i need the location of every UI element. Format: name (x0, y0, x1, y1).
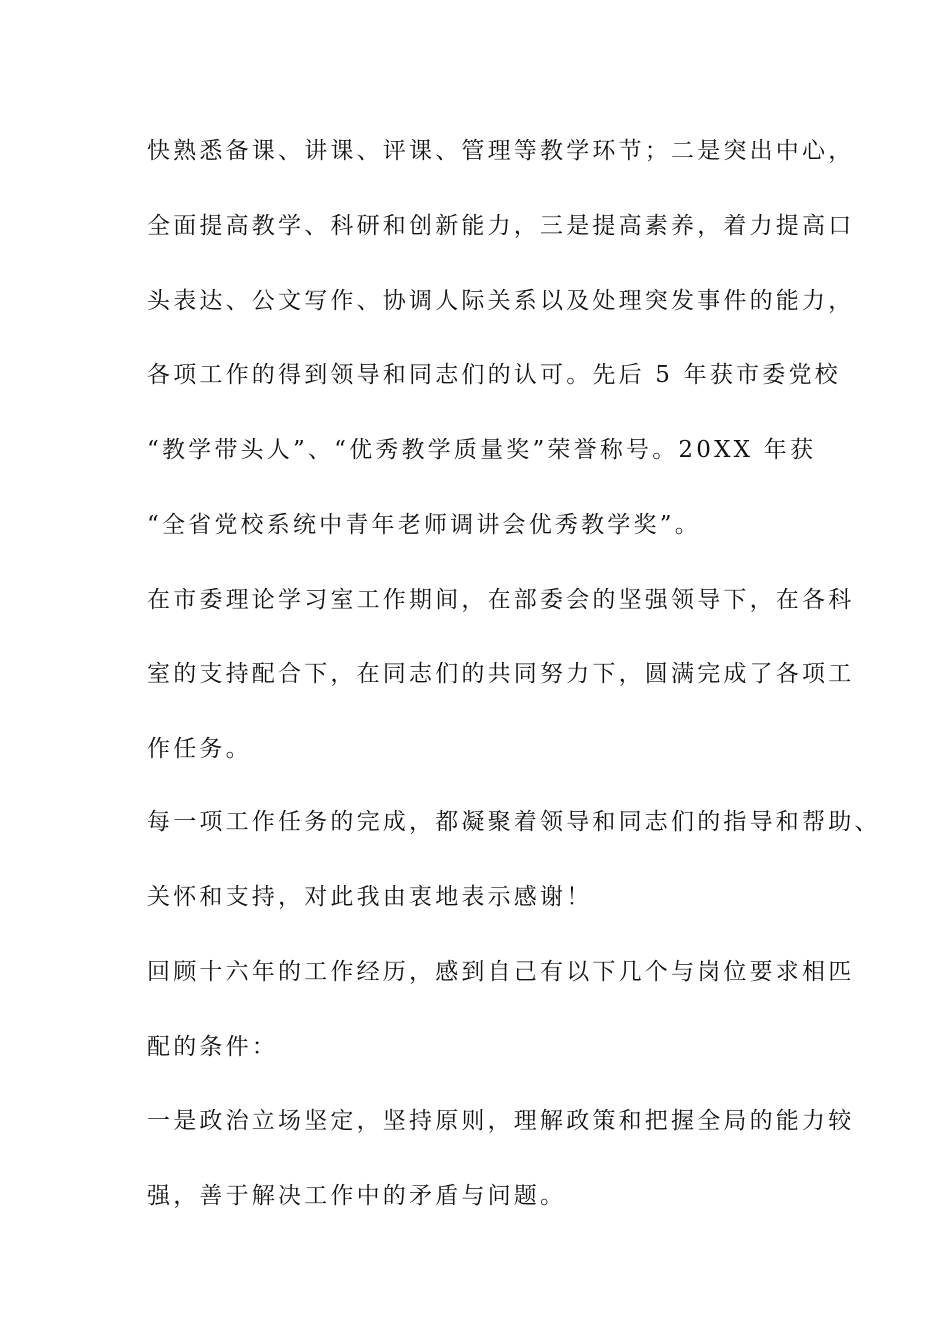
text-line-12: 回顾十六年的工作经历，感到自己有以下几个与岗位要求相匹 (147, 959, 855, 985)
text-line-10: 每一项工作任务的完成，都凝聚着领导和同志们的指导和帮助、 (147, 809, 881, 835)
text-line-13: 配的条件： (147, 1034, 278, 1060)
text-line-8: 室的支持配合下，在同志们的共同努力下，圆满完成了各项工 (147, 661, 855, 687)
text-line-1: 快熟悉备课、讲课、评课、管理等教学环节；二是突出中心， (147, 138, 855, 164)
text-line-15: 强，善于解决工作中的矛盾与问题。 (147, 1183, 567, 1209)
text-line-5: “教学带头人”、“优秀教学质量奖”荣誉称号。20XX 年获 (147, 437, 817, 463)
text-line-14: 一是政治立场坚定，坚持原则，理解政策和把握全局的能力较 (147, 1108, 855, 1134)
text-line-3: 头表达、公文写作、协调人际关系以及处理突发事件的能力， (147, 288, 855, 314)
text-line-11: 关怀和支持，对此我由衷地表示感谢！ (147, 884, 593, 910)
text-line-7: 在市委理论学习室工作期间，在部委会的坚强领导下，在各科 (147, 587, 855, 613)
text-line-4: 各项工作的得到领导和同志们的认可。先后 5 年获市委党校 (147, 362, 841, 388)
text-line-2: 全面提高教学、科研和创新能力，三是提高素养，着力提高口 (147, 213, 855, 239)
text-line-6: “全省党校系统中青年老师调讲会优秀教学奖”。 (147, 512, 701, 538)
text-line-9: 作任务。 (147, 736, 252, 762)
